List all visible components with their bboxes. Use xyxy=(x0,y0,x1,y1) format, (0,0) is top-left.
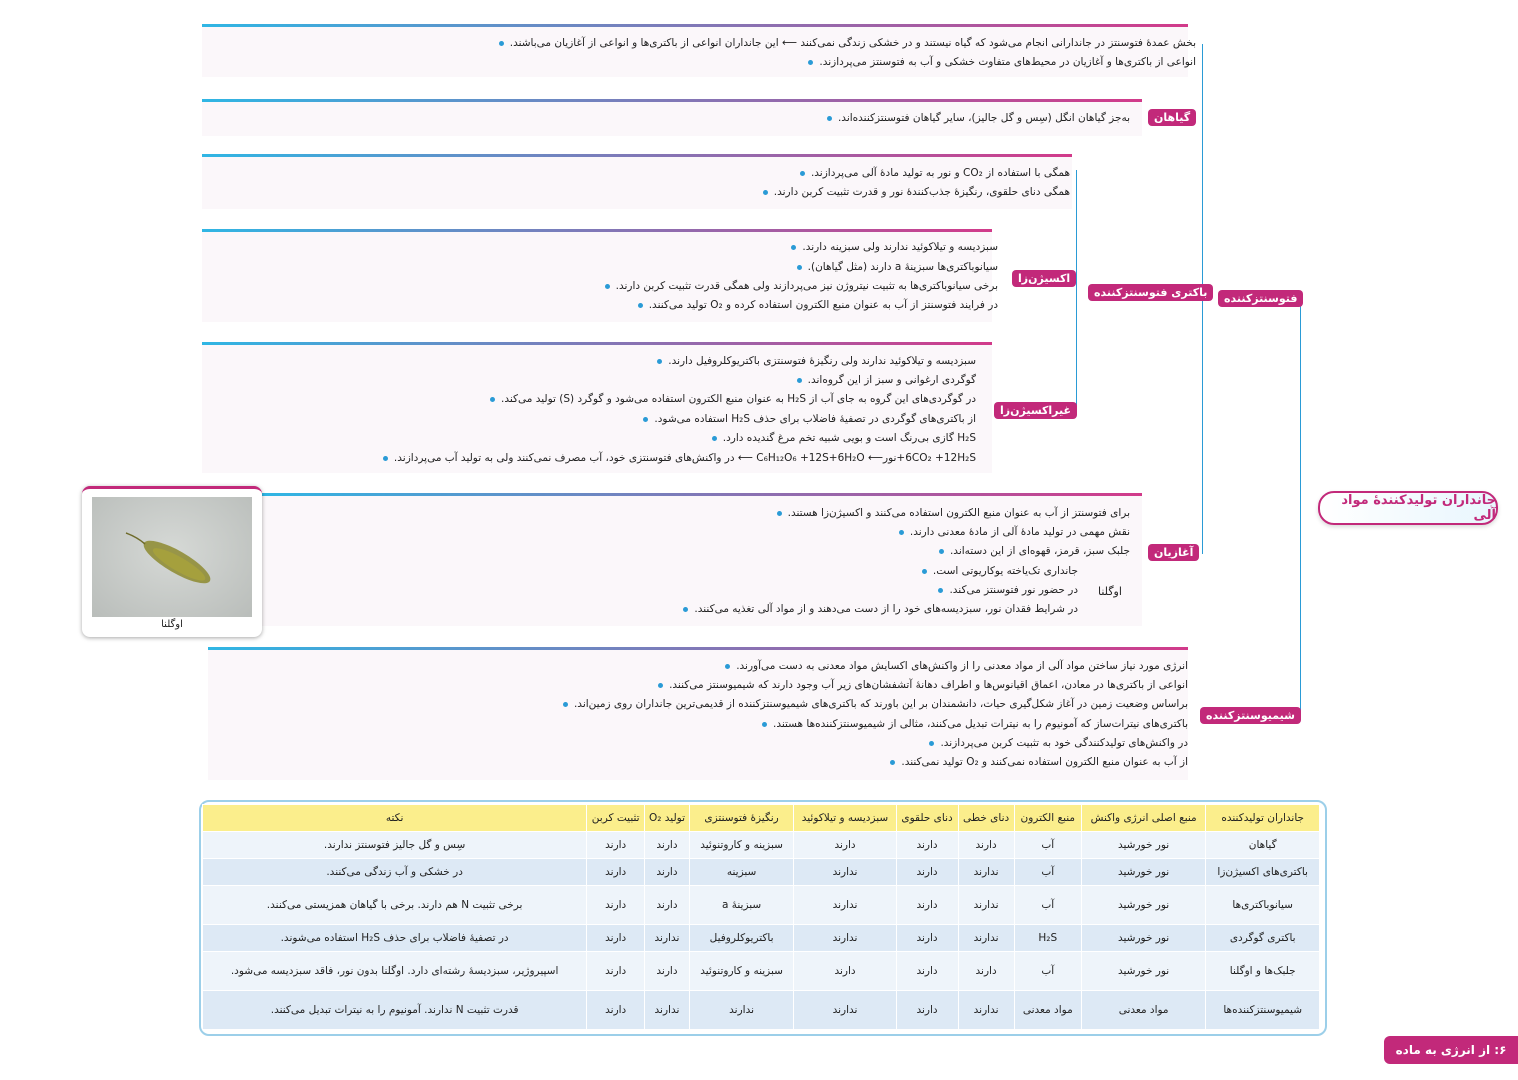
table-cell: دارند xyxy=(896,991,958,1030)
table-cell: ندارند xyxy=(958,859,1014,886)
general-item: بخش عمدهٔ فتوسنتز در جاندارانی انجام می‌شود که گیاه نیستند و در خشکی زندگی نمی‌کنند ⟵ این جانداران انواعی از باکتری‌ها و انواعی از آغازیان می‌باشند. xyxy=(499,36,1196,50)
euglena-item: در شرایط فقدان نور، سبزدیسه‌های خود را از دست می‌دهند و از مواد آلی تغذیه می‌کنند. xyxy=(683,602,1078,616)
table-cell: ندارند xyxy=(958,925,1014,952)
table-cell: جلبک‌ها و اوگلنا xyxy=(1206,952,1320,991)
table-header: منبع اصلی انرژی واکنش xyxy=(1081,805,1206,832)
bacteria-item: همگی دنای حلقوی، رنگیزهٔ جذب‌کنندهٔ نور و قدرت تثبیت کربن دارند. xyxy=(763,185,1070,199)
tag-photosynthetic: فتوسنتزکننده xyxy=(1218,290,1303,307)
table-cell: ندارند xyxy=(958,886,1014,925)
table-cell: نور خورشید xyxy=(1081,832,1206,859)
table-cell: نور خورشید xyxy=(1081,886,1206,925)
table-cell: باکتری گوگردی xyxy=(1206,925,1320,952)
table-cell: سبزینه و کاروتنوئید xyxy=(689,952,794,991)
table-row xyxy=(203,832,1320,859)
table-header: تثبیت کربن xyxy=(587,805,645,832)
table-cell: اسپیروژیر، سبزدیسهٔ رشته‌ای دارد. اوگلنا بدون نور، فاقد سبزدیسه می‌شود. xyxy=(203,952,587,991)
oxygenic-item: در فرایند فتوسنتز از آب به عنوان منبع الکترون استفاده کرده و O₂ تولید می‌کنند. xyxy=(638,298,998,312)
table-cell: در تصفیهٔ فاضلاب برای حذف H₂S استفاده می‌شوند. xyxy=(203,925,587,952)
table-cell: دارند xyxy=(896,832,958,859)
table-cell: ندارند xyxy=(794,886,896,925)
table-cell: دارند xyxy=(645,952,690,991)
table-row xyxy=(203,859,1320,886)
anoxygenic-item: در گوگردی‌های این گروه به جای آب از H₂S به عنوان منبع الکترون استفاده می‌شود و گوگرد (S) تولید می‌کند. xyxy=(490,392,976,406)
anoxygenic-item: 6CO₂ +12H₂S+نور⟵ C₆H₁₂O₆ +12S+6H₂O ⟵ در واکنش‌های فتوسنتزی خود، آب مصرف نمی‌کنند ولی به تولید آب می‌پردازند. xyxy=(383,451,976,465)
chemo-item: باکتری‌های نیترات‌ساز که آمونیوم را به نیترات تبدیل می‌کنند، مثالی از شیمیوسنتزکننده‌ها هستند. xyxy=(762,717,1188,731)
table-cell: برخی تثبیت N هم دارند. برخی با گیاهان همزیستی می‌کنند. xyxy=(203,886,587,925)
table-cell: دارند xyxy=(794,952,896,991)
table-cell: سبزینه xyxy=(689,859,794,886)
table-cell: نور خورشید xyxy=(1081,859,1206,886)
table-cell: دارند xyxy=(896,925,958,952)
table-header: دنای خطی xyxy=(958,805,1014,832)
oxygenic-item: سیانوباکتری‌ها سبزینهٔ a دارند (مثل گیاهان). xyxy=(797,260,998,274)
table-cell: ندارند xyxy=(645,991,690,1030)
table-cell: مواد معدنی xyxy=(1081,991,1206,1030)
table-cell: نور خورشید xyxy=(1081,925,1206,952)
table-cell: دارند xyxy=(587,991,645,1030)
table-cell: دارند xyxy=(645,886,690,925)
table-cell: ندارند xyxy=(958,991,1014,1030)
tag-bacteria: باکتری فتوسنتزکننده xyxy=(1088,284,1213,301)
bacteria-item: همگی با استفاده از CO₂ و نور به تولید مادهٔ آلی می‌پردازند. xyxy=(800,166,1070,180)
tag-euglena: اوگلنا xyxy=(1098,585,1122,598)
table-cell: دارند xyxy=(645,832,690,859)
tag-oxygenic: اکسیژن‌زا xyxy=(1012,270,1076,287)
table-cell: آب xyxy=(1014,886,1081,925)
algae-item: نقش مهمی در تولید مادهٔ آلی از مادهٔ معدنی دارند. xyxy=(899,525,1130,539)
table-cell: ندارند xyxy=(794,991,896,1030)
table-cell: دارند xyxy=(587,886,645,925)
chemo-item: انواعی از باکتری‌ها در معادن، اعماق اقیانوس‌ها و اطراف دهانهٔ آتشفشان‌های زیر آب وجود دارند که شیمیوسنتز می‌کنند. xyxy=(658,678,1188,692)
chemo-item: از آب به عنوان منبع الکترون استفاده نمی‌کنند و O₂ تولید نمی‌کنند. xyxy=(890,755,1188,769)
plants-item: به‌جز گیاهان انگل (سِس و گل جالیز)، سایر گیاهان فتوسنتزکننده‌اند. xyxy=(827,111,1130,125)
oxygenic-item: سبزدیسه و تیلاکوئید ندارند ولی سبزینه دارند. xyxy=(791,240,998,254)
table-cell: دارند xyxy=(896,886,958,925)
table-cell: سبزینه و کاروتنوئید xyxy=(689,832,794,859)
table-cell: نور خورشید xyxy=(1081,952,1206,991)
table-header: منبع الکترون xyxy=(1014,805,1081,832)
table-header: دنای حلقوی xyxy=(896,805,958,832)
table-cell: سیانوباکتری‌ها xyxy=(1206,886,1320,925)
table-header: جانداران تولیدکننده xyxy=(1206,805,1320,832)
anoxygenic-item: H₂S گازی بی‌رنگ است و بویی شبیه تخم مرغ گندیده دارد. xyxy=(712,431,976,445)
root-node: جانداران تولیدکنندهٔ مواد آلی xyxy=(1318,491,1498,525)
anoxygenic-item: از باکتری‌های گوگردی در تصفیهٔ فاضلاب برای حذف H₂S استفاده می‌شود. xyxy=(643,412,976,426)
table-cell: H₂S xyxy=(1014,925,1081,952)
general-block xyxy=(202,24,1188,77)
table-cell: ندارند xyxy=(794,925,896,952)
general-item: انواعی از باکتری‌ها و آغازیان در محیط‌های متفاوت خشکی و آب به فتوسنتز می‌پردازند. xyxy=(808,55,1196,69)
table-cell: شیمیوسنتزکننده‌ها xyxy=(1206,991,1320,1030)
table-header: سبزدیسه و تیلاکوئید xyxy=(794,805,896,832)
table-header: رنگیزهٔ فتوسنتزی xyxy=(689,805,794,832)
table-cell: دارند xyxy=(587,925,645,952)
table-cell: سِس و گل جالیز فتوسنتز ندارند. xyxy=(203,832,587,859)
table-cell: دارند xyxy=(794,832,896,859)
table-cell: مواد معدنی xyxy=(1014,991,1081,1030)
table-cell: دارند xyxy=(645,859,690,886)
chemo-item: انرژی مورد نیاز ساختن مواد آلی از مواد معدنی را از واکنش‌های اکسایش مواد معدنی به دست می‌آورند. xyxy=(725,659,1188,673)
table-cell: باکتری‌های اکسیژن‌زا xyxy=(1206,859,1320,886)
table-cell: آب xyxy=(1014,832,1081,859)
table-cell: قدرت تثبیت N ندارند. آمونیوم را به نیترات تبدیل می‌کنند. xyxy=(203,991,587,1030)
table-cell: گیاهان xyxy=(1206,832,1320,859)
tag-plants: گیاهان xyxy=(1148,109,1196,126)
table-cell: آب xyxy=(1014,952,1081,991)
chemo-item: در واکنش‌های تولیدکنندگی خود به تثبیت کربن می‌پردازند. xyxy=(929,736,1188,750)
algae-item: برای فتوسنتز از آب به عنوان منبع الکترون استفاده می‌کنند و اکسیژن‌زا هستند. xyxy=(777,506,1130,520)
table-cell: در خشکی و آب زندگی می‌کنند. xyxy=(203,859,587,886)
table-row xyxy=(203,925,1320,952)
table-row xyxy=(203,952,1320,991)
table-header: تولید O₂ xyxy=(645,805,690,832)
bacteria-block xyxy=(202,154,1072,209)
euglena-photo-card xyxy=(82,486,262,637)
table-cell: ندارند xyxy=(794,859,896,886)
trunk-connector xyxy=(1300,298,1307,716)
chemo-item: براساس وضعیت زمین در آغاز شکل‌گیری حیات، دانشمندان بر این باورند که باکتری‌های شیمیوسنتزکننده از قدیمی‌ترین جانداران روی زمین‌اند. xyxy=(563,697,1188,711)
table-cell: دارند xyxy=(896,952,958,991)
table-header-row xyxy=(203,805,1320,832)
table-cell: ندارند xyxy=(645,925,690,952)
table-cell: دارند xyxy=(958,952,1014,991)
table-cell: آب xyxy=(1014,859,1081,886)
tag-chemo: شیمیوسنتزکننده xyxy=(1200,707,1301,724)
table-row xyxy=(203,991,1320,1030)
tag-anoxygenic: غیراکسیژن‌زا xyxy=(994,402,1077,419)
table-cell: ندارند xyxy=(689,991,794,1030)
anoxygenic-item: سبزدیسه و تیلاکوئید ندارند ولی رنگیزهٔ فتوسنتزی باکتریوکلروفیل دارند. xyxy=(657,354,976,368)
euglena-item: جانداری تک‌یاخته یوکاریوتی است. xyxy=(922,564,1078,578)
table-cell: دارند xyxy=(896,859,958,886)
euglena-item: در حضور نور فتوسنتز می‌کند. xyxy=(938,583,1078,597)
table-header: نکته xyxy=(203,805,587,832)
section-label: ۶: از انرژی به ماده xyxy=(1384,1036,1518,1064)
tag-algae: آغازیان xyxy=(1148,544,1199,561)
table-cell: دارند xyxy=(587,952,645,991)
table-cell: سبزینهٔ a xyxy=(689,886,794,925)
table-cell: دارند xyxy=(587,832,645,859)
bacteria-connector xyxy=(1076,170,1083,406)
table-cell: دارند xyxy=(587,859,645,886)
table-cell: باکتریوکلروفیل xyxy=(689,925,794,952)
euglena-photo xyxy=(92,497,252,617)
table-row xyxy=(203,886,1320,925)
photo-caption: اوگلنا xyxy=(161,619,183,630)
oxygenic-item: برخی سیانوباکتری‌ها به تثبیت نیتروژن نیز می‌پردازند ولی همگی قدرت تثبیت کربن دارند. xyxy=(605,279,998,293)
comparison-table xyxy=(202,804,1320,1030)
anoxygenic-item: گوگردی ارغوانی و سبز از این گروه‌اند. xyxy=(797,373,976,387)
algae-item: جلبک سبز، قرمز، قهوه‌ای از این دسته‌اند. xyxy=(939,544,1130,558)
table-cell: دارند xyxy=(958,832,1014,859)
